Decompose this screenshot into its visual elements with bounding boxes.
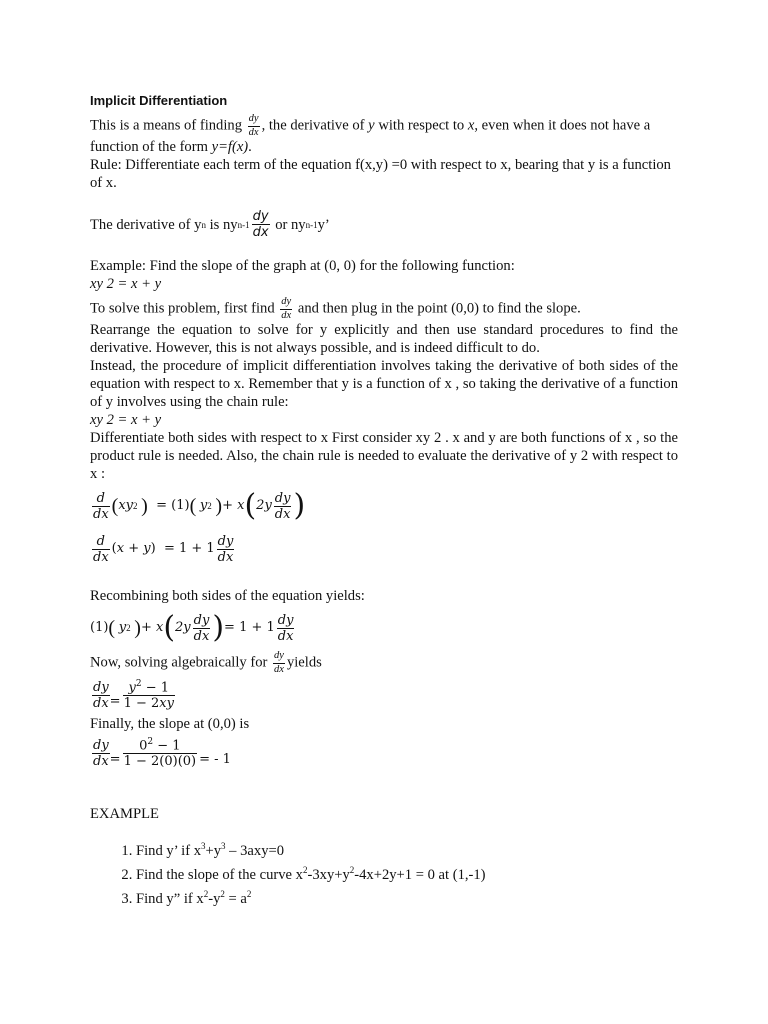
intro-var-y: y xyxy=(368,117,375,134)
now-solving-b: yields xyxy=(286,654,322,671)
intro-text-b: , the derivative of xyxy=(261,117,365,134)
slope-result: $\frac{dy}{dx}$ = $\frac{0^2 - 1}{1 - 2(0)(0)}$ = - 1 xyxy=(93,736,231,770)
d-dx-operator: $\frac{d}{dx}$ xyxy=(93,490,109,522)
deriv-rule-c: or ny xyxy=(275,216,306,233)
solved-fraction: $\frac{y^2 - 1}{1 - 2xy}$ xyxy=(123,678,174,712)
document-page xyxy=(90,92,678,909)
now-solving-text xyxy=(90,651,678,675)
rearrange-paragraph: Rearrange the equation to solve for y explicitly and then use standard procedures to find the derivative. However, this is not always possible, and is indeed difficult to do. xyxy=(90,322,678,356)
intro-text-h: . xyxy=(248,139,252,155)
list-item: 1. Find y’ if $x^3+y^3 - 3axy=0$ xyxy=(136,837,678,861)
equation: xy 2 = x + y xyxy=(90,276,162,292)
recombining-text: Recombining both sides of the equation yields: xyxy=(90,588,365,604)
problem-list xyxy=(90,837,678,909)
solve-text-a: To solve this problem, first find xyxy=(90,300,275,317)
derivative-rule xyxy=(90,210,678,239)
dy-dx-fraction: $\frac{dy}{dx}$ xyxy=(217,533,234,565)
dy-dx-fraction: $\frac{dy}{dx}$ xyxy=(93,679,109,711)
solved-derivative: $\frac{dy}{dx}$ = $\frac{y^2 - 1}{1 - 2xy}$ xyxy=(93,678,174,712)
intro-paragraph xyxy=(90,114,678,156)
list-item: 2. Find the slope of the curve $x^2-3xy+y^2-4x+2y+1 = 0$ at (1,-1) xyxy=(136,861,678,885)
intro-text-a: This is a means of finding xyxy=(90,117,242,134)
dy-dx-fraction: $\frac{dy}{dx}$ xyxy=(277,612,294,644)
finally-text: Finally, the slope at (0,0) is xyxy=(90,716,250,732)
page-title: Implicit Differentiation xyxy=(90,93,228,108)
deriv-rule-sup-n2: n-1 xyxy=(305,219,318,230)
rule-paragraph: Rule: Differentiate each term of the equation f(x,y) =0 with respect to x, bearing that y is a function of x. xyxy=(90,157,671,191)
recombined-equation: (1) ( y 2 ) + x ( 2y $\frac{dy}{dx}$ ) = 1 + 1 $\frac{dy}{dx}$ xyxy=(90,610,294,645)
dy-dx-fraction: $\frac{dy}{dx}$ xyxy=(248,113,259,138)
now-solving-a: Now, solving algebraically for xyxy=(90,654,268,671)
example-intro: Example: Find the slope of the graph at (0, 0) for the following function: xyxy=(90,258,515,274)
intro-text-f: , even when it does not have a function of the form xyxy=(90,117,651,155)
deriv-rule-a: The derivative of y xyxy=(90,216,202,233)
dy-dx-fraction: $\frac{dy}{dx}$ xyxy=(193,612,210,644)
list-item: 3. Find y” if $x^2-y^2 = a^2$ xyxy=(136,885,678,909)
dy-dx-fraction: $\frac{dy}{dx}$ xyxy=(93,737,109,769)
equation-repeat: xy 2 = x + y xyxy=(90,412,162,428)
intro-form: y=f(x) xyxy=(211,139,249,155)
slope-fraction: $\frac{0^2 - 1}{1 - 2(0)(0)}$ xyxy=(123,736,197,770)
solve-paragraph xyxy=(90,297,678,321)
deriv-rule-b: is ny xyxy=(209,216,238,233)
product-rule-equation: $\frac{d}{dx}$ ( xy 2 ) = (1) ( y 2 ) + x ( 2y $\frac{dy}{dx}$ ) xyxy=(93,488,306,523)
dy-dx-fraction: $\frac{dy}{dx}$ xyxy=(252,209,269,240)
d-dx-operator: $\frac{d}{dx}$ xyxy=(93,533,109,565)
differentiate-paragraph: Differentiate both sides with respect to x First consider xy 2 . x and y are both functions of x , so the product rule is needed. Also, the chain rule is needed to evaluate the derivative of y 2 with respect to x : xyxy=(90,430,678,482)
sum-rule-equation: $\frac{d}{dx}$ (x + y) = 1 + 1 $\frac{dy}{dx}$ xyxy=(93,533,234,565)
solve-text-b: and then plug in the point (0,0) to find the slope. xyxy=(297,300,581,317)
dy-dx-fraction: $\frac{dy}{dx}$ xyxy=(281,296,292,321)
intro-var-x: x xyxy=(467,117,475,134)
intro-text-d: with respect to xyxy=(378,117,465,134)
example-heading: EXAMPLE xyxy=(90,806,159,822)
instead-paragraph: Instead, the procedure of implicit differentiation involves taking the derivative of both sides of the equation with respect to x. Remember that y is a function of x , so taking the derivative of a function of y involves using the chain rule: xyxy=(90,358,678,410)
dy-dx-fraction: $\frac{dy}{dx}$ xyxy=(274,490,291,522)
deriv-rule-d: y’ xyxy=(317,216,330,233)
dy-dx-fraction: $\frac{dy}{dx}$ xyxy=(274,650,284,675)
deriv-rule-sup-n1: n-1 xyxy=(237,219,250,230)
deriv-rule-sup-n: n xyxy=(201,219,206,230)
